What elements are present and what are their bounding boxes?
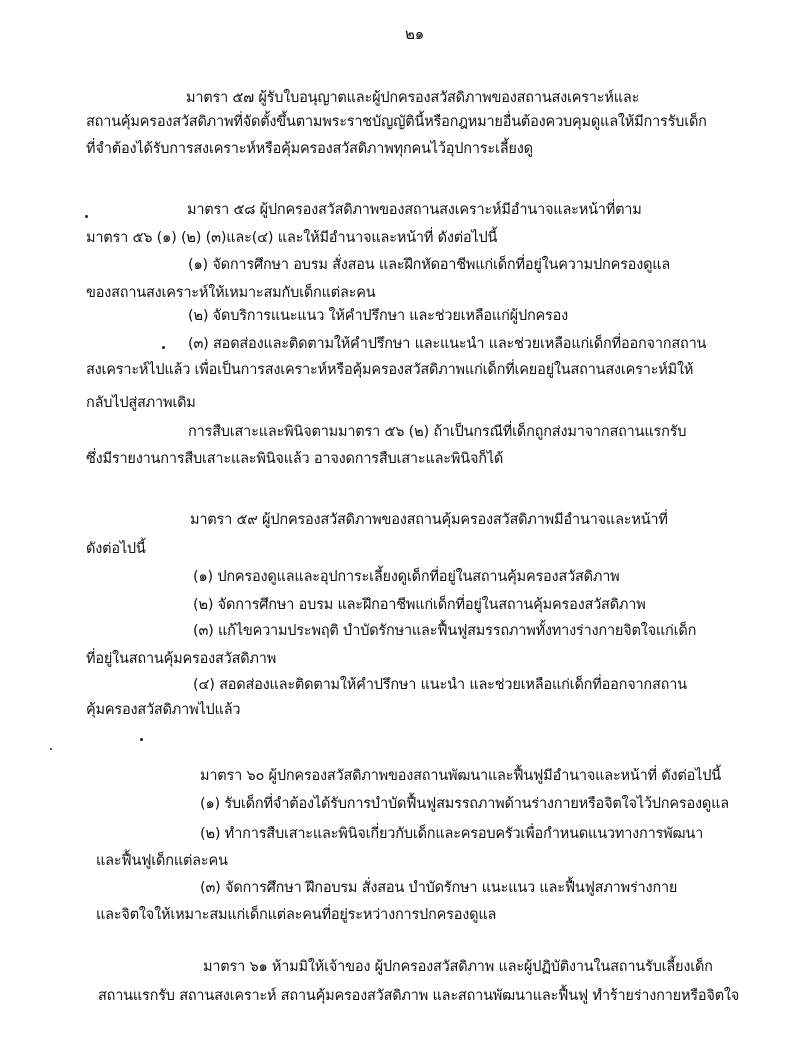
section-58-text-line-2: มาตรา ๕๖ (๑) (๒) (๓)และ(๔) และให้มีอำนาจและหน้าที่ ดังต่อไปนี้	[86, 230, 498, 246]
scan-speck	[162, 346, 165, 349]
section-58-item-3-cont: สงเคราะห์ไปแล้ว เพื่อเป็นการสงเคราะห์หรือคุ้มครองสวัสดิภาพแก่เด็กที่เคยอยู่ในสถานสงเคราะห์มิให้	[86, 362, 694, 378]
section-59-item-4: (๔) สอดส่องและติดตามให้คำปรึกษา แนะนำ และช่วยเหลือแก่เด็กที่ออกจากสถาน	[193, 677, 687, 693]
section-60-item-3-cont: และจิตใจให้เหมาะสมแก่เด็กแต่ละคนที่อยู่ระหว่างการปกครองดูแล	[96, 907, 497, 923]
section-59-heading-line: มาตรา ๕๙ ผู้ปกครองสวัสดิภาพของสถานคุ้มครองสวัสดิภาพมีอำนาจและหน้าที่	[190, 512, 668, 528]
section-58-para-2: การสืบเสาะและพินิจตามมาตรา ๕๖ (๒) ถ้าเป็นกรณีที่เด็กถูกส่งมาจากสถานแรกรับ	[188, 424, 687, 440]
section-59-text-line-2: ดังต่อไปนี้	[86, 541, 146, 557]
section-60-item-1: (๑) รับเด็กที่จำต้องได้รับการบำบัดฟื้นฟูสมรรถภาพด้านร่างกายหรือจิตใจไว้ปกครองดูแล	[200, 796, 729, 812]
section-60-item-3: (๓) จัดการศึกษา ฝึกอบรม สั่งสอน บำบัดรักษา แนะแนว และฟื้นฟูสภาพร่างกาย	[200, 880, 678, 896]
section-61-heading-line: มาตรา ๖๑ ห้ามมิให้เจ้าของ ผู้ปกครองสวัสดิภาพ และผู้ปฏิบัติงานในสถานรับเลี้ยงเด็ก	[203, 959, 713, 975]
section-58-item-3-cont-2: กลับไปสู่สภาพเดิม	[86, 395, 196, 411]
section-59-item-3-cont: ที่อยู่ในสถานคุ้มครองสวัสดิภาพ	[86, 651, 277, 667]
section-59-item-4-cont: คุ้มครองสวัสดิภาพไปแล้ว	[86, 702, 241, 718]
section-59-item-3: (๓) แก้ไขความประพฤติ บำบัดรักษาและฟื้นฟูสมรรถภาพทั้งทางร่างกายจิตใจแก่เด็ก	[193, 623, 697, 639]
section-60-heading-line: มาตรา ๖๐ ผู้ปกครองสวัสดิภาพของสถานพัฒนาและฟื้นฟูมีอำนาจและหน้าที่ ดังต่อไปนี้	[200, 768, 721, 784]
scan-speck	[85, 215, 88, 218]
scan-speck	[50, 748, 52, 750]
section-58-item-1-cont: ของสถานสงเคราะห์ให้เหมาะสมกับเด็กแต่ละคน	[86, 285, 376, 301]
section-58-item-1: (๑) จัดการศึกษา อบรม สั่งสอน และฝึกหัดอาชีพแก่เด็กที่อยู่ในความปกครองดูแล	[188, 257, 671, 273]
page-number: ๒๑	[405, 25, 425, 43]
section-58-item-2: (๒) จัดบริการแนะแนว ให้คำปรึกษา และช่วยเหลือแก่ผู้ปกครอง	[188, 308, 568, 324]
section-59-item-2: (๒) จัดการศึกษา อบรม และฝึกอาชีพแก่เด็กที่อยู่ในสถานคุ้มครองสวัสดิภาพ	[193, 597, 646, 613]
section-58-para-2-cont: ซึ่งมีรายงานการสืบเสาะและพินิจแล้ว อาจงดการสืบเสาะและพินิจก็ได้	[86, 451, 504, 467]
section-58-heading-line: มาตรา ๕๘ ผู้ปกครองสวัสดิภาพของสถานสงเคราะห์มีอำนาจและหน้าที่ตาม	[187, 202, 642, 218]
section-60-item-2-cont: และฟื้นฟูเด็กแต่ละคน	[96, 853, 228, 869]
section-59-item-1: (๑) ปกครองดูแลและอุปการะเลี้ยงดูเด็กที่อยู่ในสถานคุ้มครองสวัสดิภาพ	[193, 569, 620, 585]
section-57-text-line-2: สถานคุ้มครองสวัสดิภาพที่จัดตั้งขึ้นตามพระราชบัญญัตินี้หรือกฎหมายอื่นต้องควบคุมดูแลให้มีการรับเด็ก	[86, 114, 707, 130]
section-57-heading-line: มาตรา ๕๗ ผู้รับใบอนุญาตและผู้ปกครองสวัสดิภาพของสถานสงเคราะห์และ	[186, 90, 640, 106]
section-60-item-2: (๒) ทำการสืบเสาะและพินิจเกี่ยวกับเด็กและครอบครัวเพื่อกำหนดแนวทางการพัฒนา	[200, 826, 704, 842]
section-57-text-line-3: ที่จำต้องได้รับการสงเคราะห์หรือคุ้มครองสวัสดิภาพทุกคนไว้อุปการะเลี้ยงดู	[86, 141, 533, 157]
section-58-item-3: (๓) สอดส่องและติดตามให้คำปรึกษา และแนะนำ และช่วยเหลือแก่เด็กที่ออกจากสถาน	[188, 336, 707, 352]
section-61-text-line-2: สถานแรกรับ สถานสงเคราะห์ สถานคุ้มครองสวัสดิภาพ และสถานพัฒนาและฟื้นฟู ทำร้ายร่างกายหรือจิตใจ	[98, 988, 740, 1004]
scan-speck	[140, 738, 143, 741]
